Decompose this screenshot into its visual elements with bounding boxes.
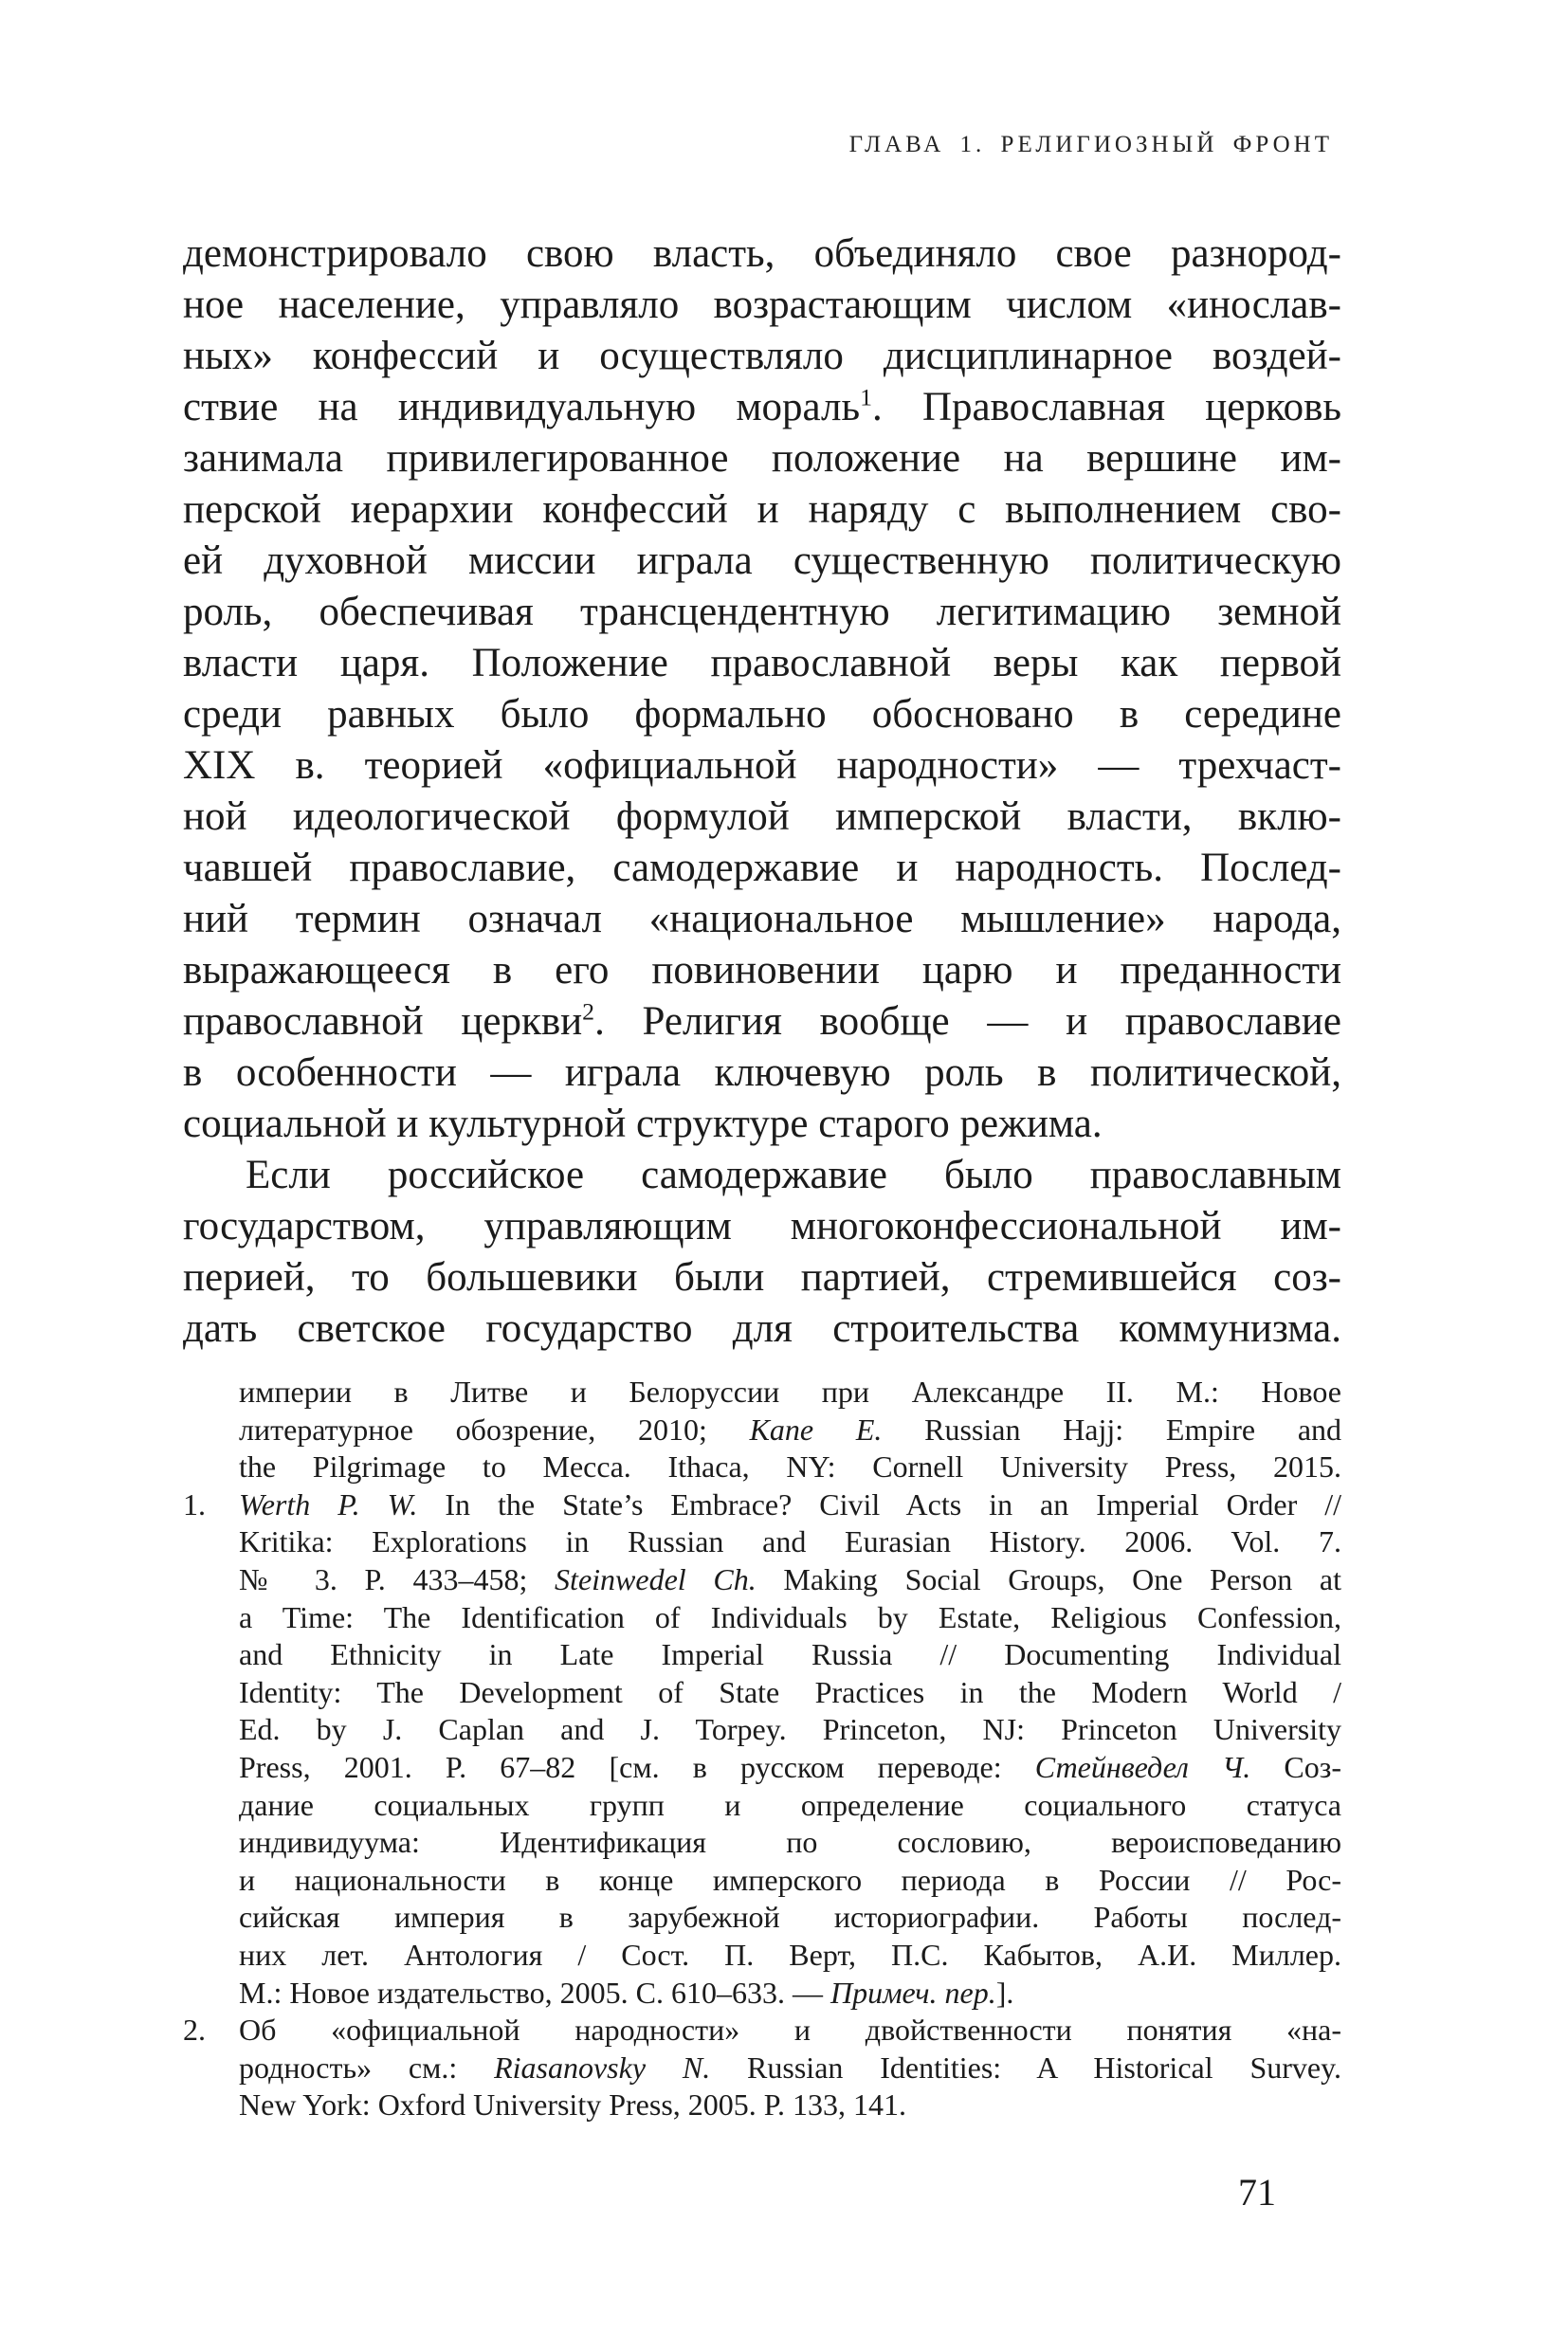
text-line: a Time: The Identification of Individuals by Estate, Religious Confession, bbox=[239, 1599, 1341, 1634]
text-line: дать светское государство для строительства коммунизма. bbox=[183, 1306, 1341, 1351]
text-line: выражающееся в его повиновении царю и преданности bbox=[183, 948, 1341, 993]
text-line: ей духовной миссии играла существенную политическую bbox=[183, 538, 1341, 583]
running-head: ГЛАВА 1. РЕЛИГИОЗНЫЙ ФРОНТ bbox=[848, 132, 1333, 157]
text-line: Identity: The Development of State Practices in the Modern World / bbox=[239, 1674, 1341, 1709]
text-line: роль, обеспечивая трансцендентную легитимацию земной bbox=[183, 590, 1341, 634]
text-line: среди равных было формально обосновано в середине bbox=[183, 692, 1341, 737]
page-number: 71 bbox=[1238, 2171, 1276, 2214]
text-line: в особенности — играла ключевую роль в политической, bbox=[183, 1050, 1341, 1095]
text-line: New York: Oxford University Press, 2005. P. 133, 141. bbox=[239, 2087, 907, 2123]
footnote bbox=[183, 1486, 1341, 2012]
paragraph bbox=[183, 1150, 1341, 1355]
text-line: перской иерархии конфессий и наряду с выполнением сво- bbox=[183, 487, 1341, 532]
text-line: Если российское самодержавие было православным bbox=[246, 1153, 1341, 1197]
text-line: православной церкви$^2$. Религия вообще — и православие bbox=[183, 997, 1341, 1044]
text-line: ной идеологической формулой имперской власти, вклю- bbox=[183, 794, 1341, 839]
text-line: ний термин означал «национальное мышление» народа, bbox=[183, 897, 1341, 941]
text-line: империи в Литве и Белоруссии при Александре II. М.: Новое bbox=[239, 1375, 1341, 1409]
text-line: Ed. by J. Caplan and J. Torpey. Princeton, NJ: Princeton University bbox=[239, 1712, 1341, 1747]
footnote-number bbox=[183, 1374, 239, 1486]
text-line: № 3. P. 433–458; Steinwedel Ch. Making Social Groups, One Person at bbox=[239, 1561, 1342, 1596]
footnote-number: 1. bbox=[183, 1486, 206, 1522]
text-line: Об «официальной народности» и двойственности понятия «на- bbox=[239, 2013, 1341, 2048]
footnotes-section bbox=[183, 1374, 1341, 2124]
text-line: Press, 2001. P. 67–82 [см. в русском переводе: Стейнведел Ч. Соз- bbox=[239, 1749, 1342, 1784]
text-line: и национальности в конце имперского периода в России // Рос- bbox=[239, 1862, 1341, 1897]
text-line: чавшей православие, самодержавие и народность. Послед- bbox=[183, 846, 1341, 890]
text-line: государством, управляющим многоконфессиональной им- bbox=[183, 1204, 1341, 1248]
text-line: and Ethnicity in Late Imperial Russia // Documenting Individual bbox=[239, 1637, 1341, 1672]
text-line: сийская империя в зарубежной историографии. Работы послед- bbox=[239, 1900, 1341, 1935]
text-line: перией, то большевики были партией, стремившейся соз- bbox=[183, 1255, 1341, 1300]
footnote bbox=[183, 1374, 1341, 1486]
text-line: ных» конфессий и осуществляло дисциплинарное воздей- bbox=[183, 334, 1341, 378]
text-line: дание социальных групп и определение социального статуса bbox=[239, 1787, 1341, 1822]
text-line: них лет. Антология / Сост. П. Верт, П.С. Кабытов, А.И. Миллер. bbox=[239, 1937, 1341, 1972]
paragraph bbox=[183, 228, 1341, 1150]
footnote bbox=[183, 2012, 1341, 2124]
text-line: индивидуума: Идентификация по сословию, вероисповеданию bbox=[239, 1825, 1341, 1860]
text-line: социальной и культурной структуре старого режима. bbox=[183, 1102, 1103, 1146]
text-line: Werth P. W. In the State’s Embrace? Civil Acts in an Imperial Order // bbox=[239, 1486, 1342, 1522]
text-line: литературное обозрение, 2010; Kane E. Russian Hajj: Empire and bbox=[239, 1412, 1342, 1447]
text-line: the Pilgrimage to Mecca. Ithaca, NY: Cornell University Press, 2015. bbox=[239, 1449, 1341, 1485]
text-line: занимала привилегированное положение на вершине им- bbox=[183, 436, 1341, 481]
text-line: М.: Новое издательство, 2005. С. 610–633. — Примеч. пер.]. bbox=[239, 1975, 1014, 2010]
body-text bbox=[183, 228, 1341, 1355]
footnote-text bbox=[239, 1374, 1341, 1486]
text-line: XIX в. теорией «официальной народности» — трехчаст- bbox=[183, 743, 1341, 788]
text-line: ствие на индивидуальную мораль$^1$. Православная церковь bbox=[183, 383, 1342, 429]
text-line: демонстрировало свою власть, объединяло свое разнород- bbox=[183, 231, 1341, 276]
text-line: власти царя. Положение православной веры как первой bbox=[183, 641, 1341, 685]
text-line: родность» см.: Riasanovsky N. Russian Identities: A Historical Survey. bbox=[239, 2050, 1342, 2085]
footnote-text bbox=[239, 1486, 1341, 2012]
text-line: ное население, управляло возрастающим числом «инослав- bbox=[183, 282, 1341, 327]
footnote-number: 2. bbox=[183, 2013, 206, 2048]
footnote-text bbox=[239, 2012, 1341, 2124]
text-line: Kritika: Explorations in Russian and Eurasian History. 2006. Vol. 7. bbox=[239, 1524, 1341, 1559]
